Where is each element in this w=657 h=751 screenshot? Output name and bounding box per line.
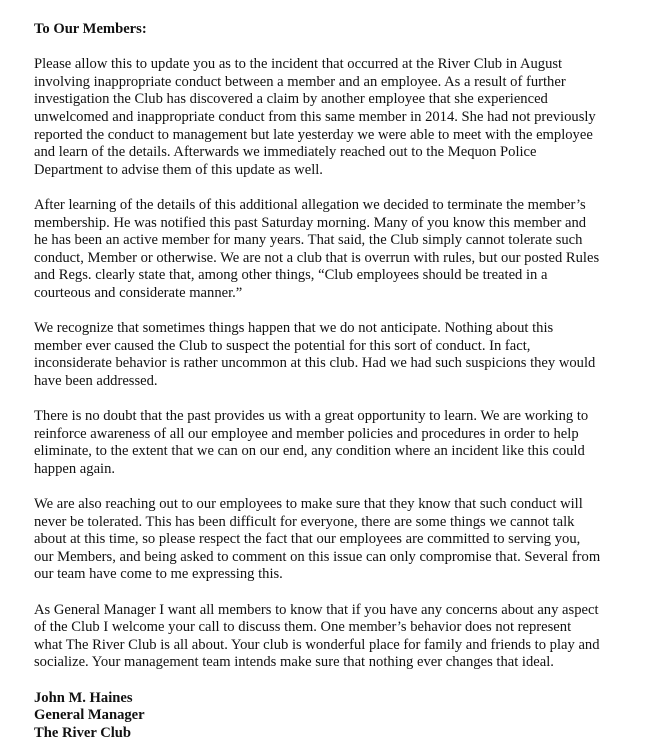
paragraph-membership-termination: After learning of the details of this additional allegation we decided to terminate the member’s membership. He was notified this past Saturday morning. Many of you know this member and he has been an active member for many years. That said, the Club simply cannot tolerate such conduct, Member or otherwise. We are not a club that is overrun with rules, but our posted Rules and Regs. clearly state that, among other things, “Club employees should be treated in a courteous and considerate manner.” <box>34 196 600 301</box>
paragraph-general-manager: As General Manager I want all members to know that if you have any concerns about any aspect of the Club I welcome your call to discuss them. One member’s behavior does not represent what The River Club is all about. Your club is wonderful place for family and friends to play and socialize. Your management team intends make sure that nothing ever changes that ideal. <box>34 601 600 671</box>
paragraph-learning: There is no doubt that the past provides us with a great opportunity to learn. We are working to reinforce awareness of all our employee and member policies and procedures in order to help eliminate, to the extent that we can on our end, any condition where an incident like this could happen again. <box>34 408 589 477</box>
paragraph-unanticipated: We recognize that sometimes things happen that we do not anticipate. Nothing about this member ever caused the Club to suspect the potential for this sort of conduct. In fact, inconsiderate behavior is rather uncommon at this club. Had we had such suspicions they would have been addressed. <box>34 320 596 389</box>
paragraph-incident-update: Please allow this to update you as to the incident that occurred at the River Club in August involving inappropriate conduct between a member and an employee. As a result of further investigation the Club has discovered a claim by another employee that she experienced unwelcomed and inappropriate conduct from this same member in 2014. She had not previously reported the conduct to management but late yesterday we were able to meet with the employee and learn of the details. Afterwards we immediately reached out to the Mequon Police Department to advise them of this update as well. <box>34 56 596 178</box>
signature-organization: The River Club <box>34 724 132 741</box>
salutation: To Our Members: <box>34 21 147 37</box>
signature-name: John M. Haines <box>34 689 133 706</box>
paragraph-employees: We are also reaching out to our employees to make sure that they know that such conduct will never be tolerated. This has been difficult for everyone, there are some things we cannot talk about at this time, so please respect the fact that our employees are committed to serving you, our Members, and being asked to comment on this issue can only compromise that. Several from our team have come to me expressing this. <box>34 496 601 583</box>
signature-block <box>34 690 646 743</box>
signature-title: General Manager <box>34 707 145 724</box>
letter <box>34 21 646 742</box>
